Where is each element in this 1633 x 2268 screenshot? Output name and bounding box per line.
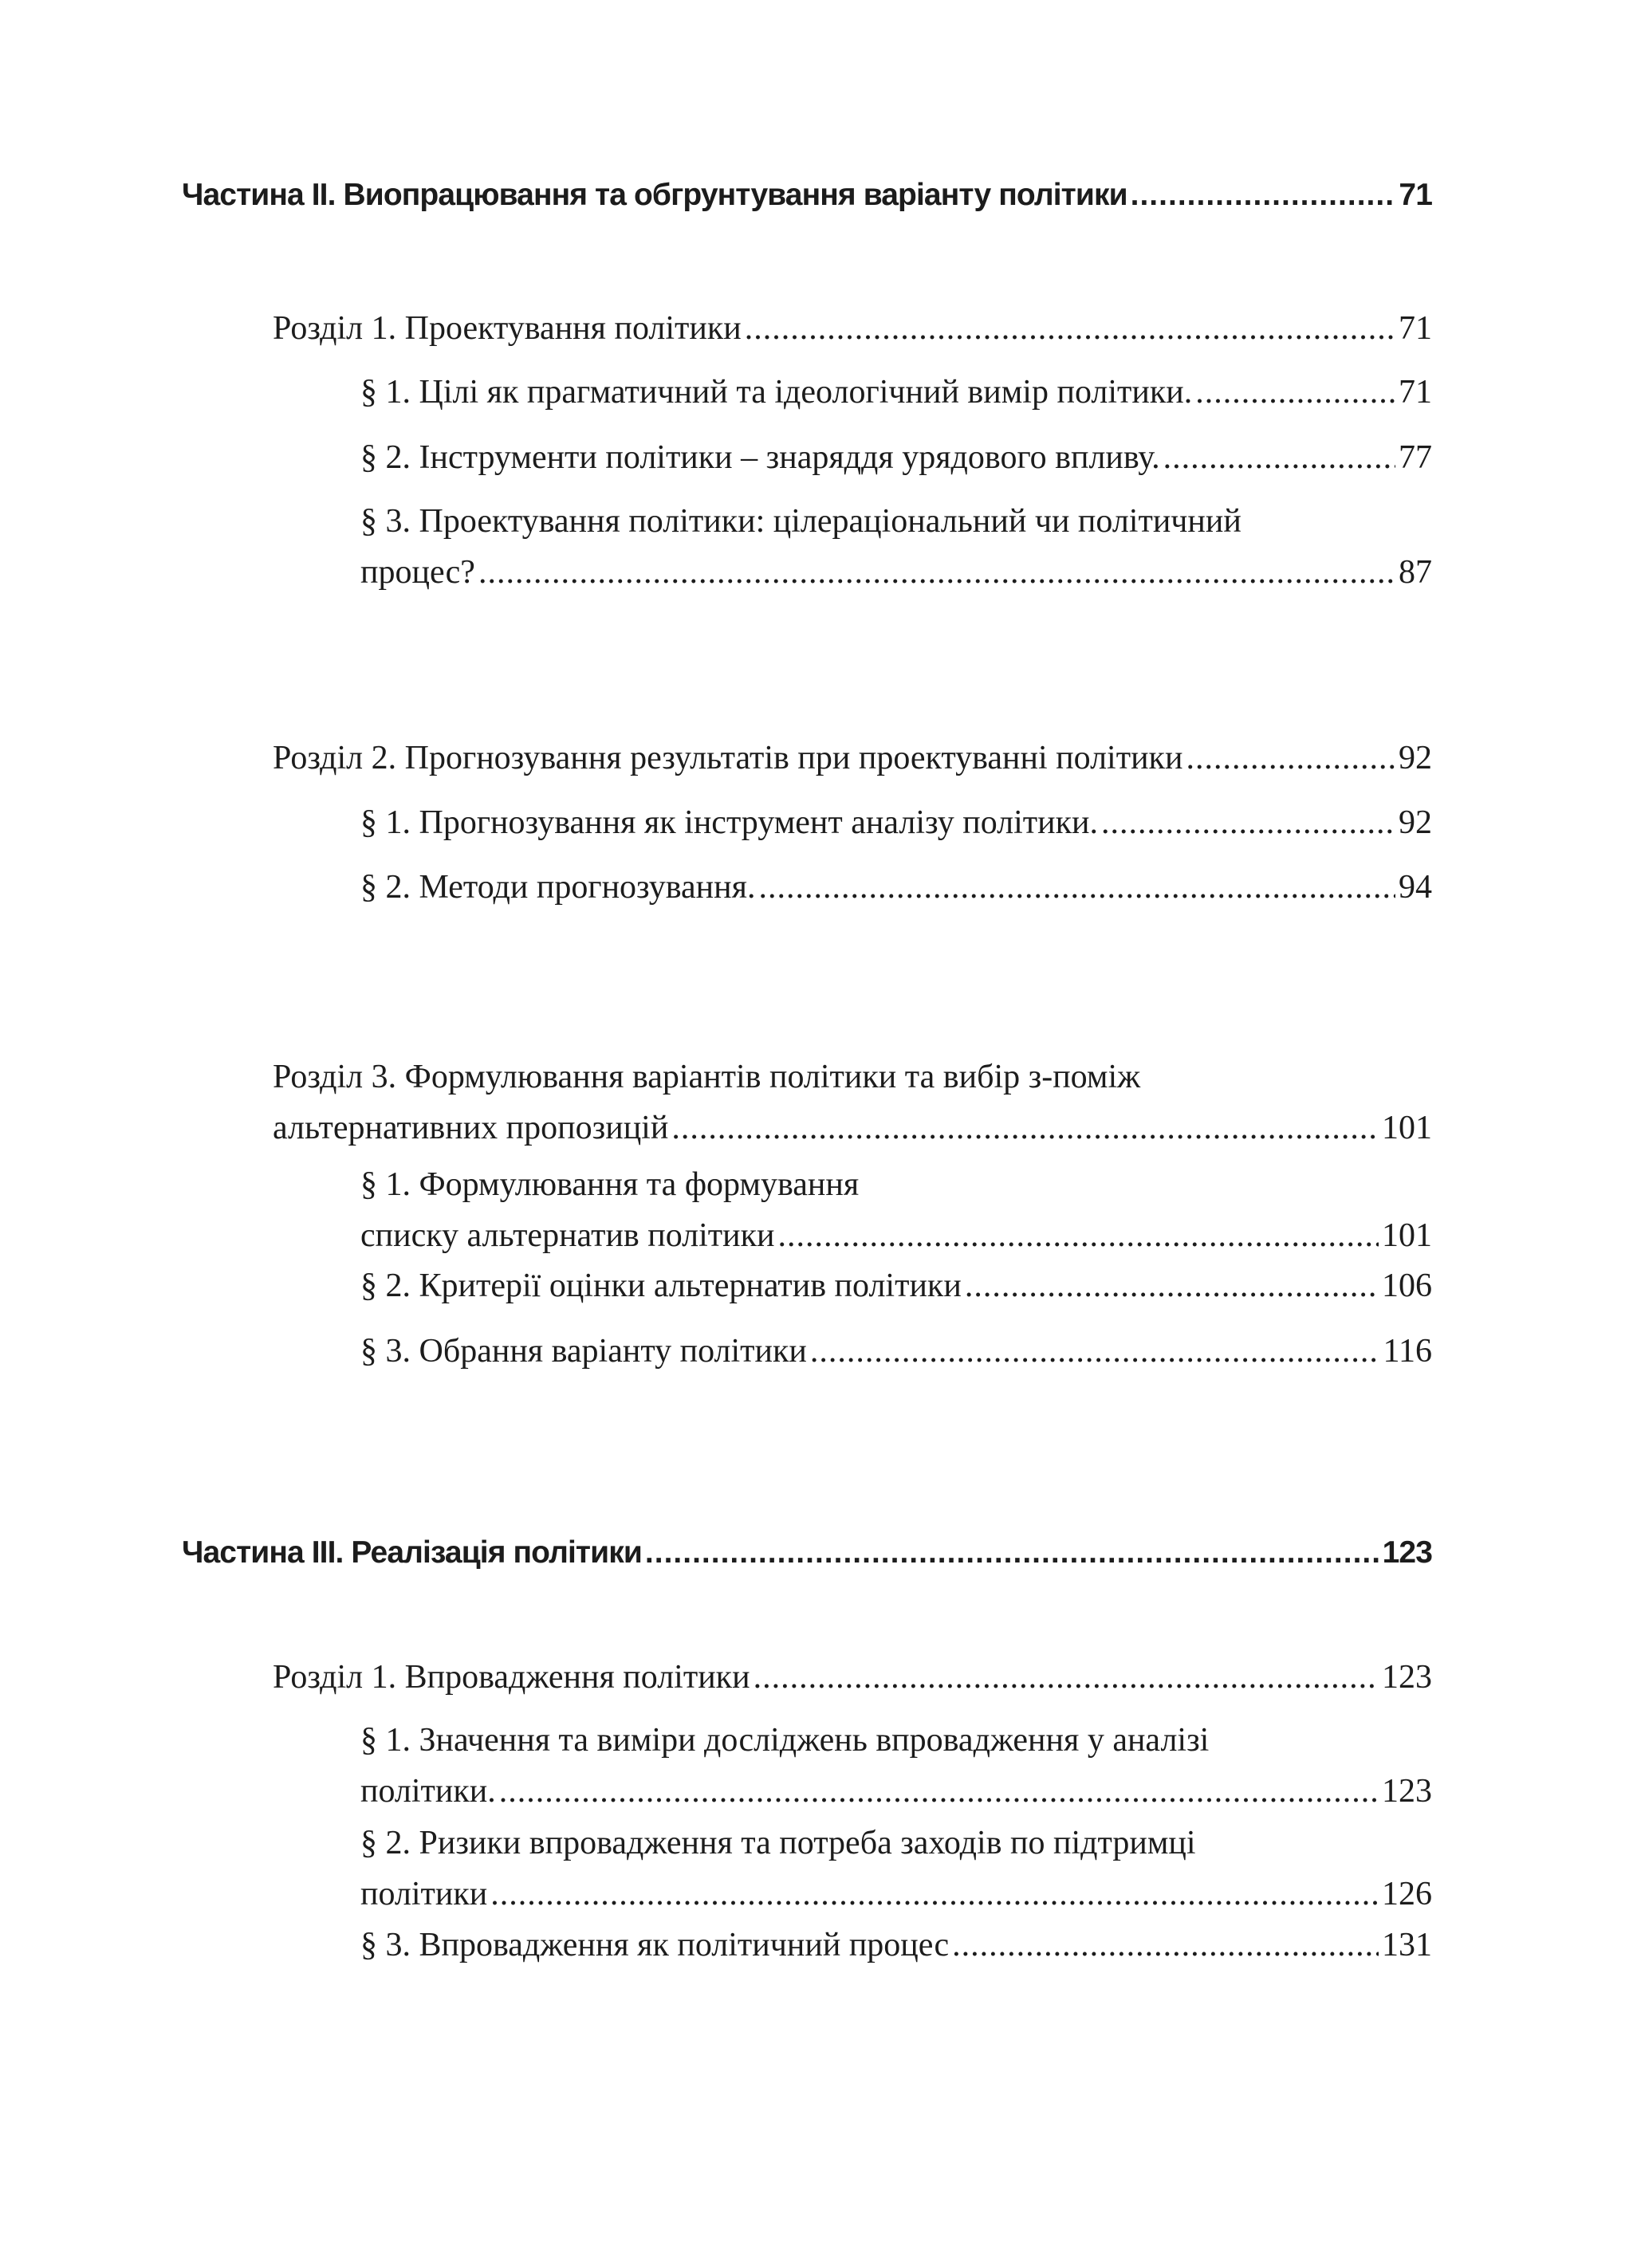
toc-section-page: 77 [1399, 439, 1432, 476]
toc-part-3-chapter-1 [273, 1651, 1432, 1704]
toc-section-page: 123 [1382, 1773, 1432, 1810]
toc-part-2-title: Частина ІІ. Виопрацювання та обгрунтування варіанту політики [182, 178, 1127, 212]
dot-leader [478, 546, 1395, 599]
toc-section-title-line-1: § 2. Ризики впровадження та потреба заходів по підтримці [360, 1825, 1196, 1861]
toc-chapter-page: 92 [1399, 740, 1432, 776]
toc-part-3-chapter-1-section-3 [360, 1919, 1432, 1971]
toc-section-title-line-2: процес? [360, 554, 475, 591]
toc-section-page: 71 [1399, 374, 1432, 411]
toc-section-page: 94 [1399, 869, 1432, 906]
toc-section-title-line-2-row [360, 1868, 1432, 1920]
toc-part-2-chapter-2 [273, 732, 1432, 784]
toc-chapter-page: 71 [1399, 310, 1432, 347]
dot-leader [745, 302, 1395, 355]
toc-section-title-line-2-row [360, 1765, 1432, 1818]
dot-leader [1101, 796, 1395, 849]
toc-section-title: § 2. Методи прогнозування. [360, 869, 756, 906]
toc-part-2 [182, 169, 1432, 222]
dot-leader [1163, 431, 1395, 484]
dot-leader [1186, 732, 1395, 784]
toc-section-page: 106 [1382, 1268, 1432, 1304]
toc-part-2-page: 71 [1399, 178, 1432, 212]
toc-part-2-chapter-3 [273, 1051, 1432, 1154]
dot-leader [810, 1325, 1380, 1378]
toc-chapter-title: Розділ 1. Впровадження політики [273, 1659, 750, 1696]
toc-section-page: 131 [1382, 1927, 1432, 1963]
toc-part-3-chapter-1-section-2 [360, 1817, 1432, 1920]
toc-chapter-page: 101 [1382, 1110, 1432, 1146]
toc-section-page: 92 [1399, 804, 1432, 841]
toc-section-title: § 2. Критерії оцінки альтернатив політики [360, 1268, 962, 1304]
toc-chapter-title: Розділ 2. Прогнозування результатів при проектуванні політики [273, 740, 1183, 776]
dot-leader [645, 1527, 1379, 1579]
toc-part-2-chapter-1-section-3 [360, 495, 1432, 599]
toc-section-title-line-2-row [360, 1209, 1432, 1262]
dot-leader [758, 861, 1395, 914]
toc-part-3-page: 123 [1382, 1535, 1432, 1570]
toc-chapter-title: Розділ 1. Проектування політики [273, 310, 742, 347]
toc-section-title: § 1. Прогнозування як інструмент аналізу політики. [360, 804, 1098, 841]
toc-part-2-chapter-2-section-2 [360, 861, 1432, 914]
dot-leader [490, 1868, 1379, 1920]
toc-section-title: § 2. Інструменти політики – знаряддя урядового впливу. [360, 439, 1160, 476]
toc-section-page: 87 [1399, 554, 1432, 591]
toc-part-3-chapter-1-section-1 [360, 1714, 1432, 1818]
toc-section-title: § 3. Впровадження як політичний процес [360, 1927, 950, 1963]
toc-chapter-title-line-1: Розділ 3. Формулювання варіантів політики та вибір з-поміж [273, 1059, 1141, 1095]
dot-leader [1131, 169, 1396, 222]
toc-chapter-page: 123 [1382, 1659, 1432, 1696]
dot-leader [952, 1919, 1379, 1971]
toc-part-2-chapter-1-section-1 [360, 366, 1432, 419]
toc-section-title: § 1. Цілі як прагматичний та ідеологічний вимір політики. [360, 374, 1193, 411]
toc-section-title-line-1: § 3. Проектування політики: цілераціональний чи політичний [360, 503, 1241, 540]
toc-section-title-line-2: політики. [360, 1773, 496, 1810]
dot-leader [499, 1765, 1379, 1818]
toc-section-title-line-1: § 1. Значення та виміри досліджень впровадження у аналізі [360, 1722, 1210, 1759]
dot-leader [965, 1260, 1379, 1312]
toc-section-page: 101 [1382, 1217, 1432, 1254]
toc-part-2-chapter-1-section-2 [360, 431, 1432, 484]
toc-section-page: 126 [1382, 1876, 1432, 1912]
toc-part-3-title: Частина ІІІ. Реалізація політики [182, 1535, 642, 1570]
toc-section-title-line-2-row [360, 546, 1432, 599]
dot-leader [671, 1102, 1379, 1154]
dot-leader [754, 1651, 1379, 1704]
toc-chapter-title-line-2-row [273, 1102, 1432, 1154]
dot-leader [1195, 366, 1395, 419]
toc-section-title-line-2: списку альтернатив політики [360, 1217, 775, 1254]
toc-part-2-chapter-3-section-3 [360, 1325, 1432, 1378]
toc-part-2-chapter-1 [273, 302, 1432, 355]
toc-part-2-chapter-3-section-2 [360, 1260, 1432, 1312]
dot-leader [778, 1209, 1379, 1262]
toc-part-3 [182, 1527, 1432, 1579]
toc-chapter-title-line-2: альтернативних пропозицій [273, 1110, 669, 1146]
toc-part-2-chapter-3-section-1 [360, 1158, 1432, 1262]
toc-section-page: 116 [1383, 1333, 1432, 1370]
toc-part-2-chapter-2-section-1 [360, 796, 1432, 849]
toc-section-title-line-1: § 1. Формулювання та формування [360, 1166, 860, 1203]
toc-section-title: § 3. Обрання варіанту політики [360, 1333, 807, 1370]
toc-section-title-line-2: політики [360, 1876, 488, 1912]
